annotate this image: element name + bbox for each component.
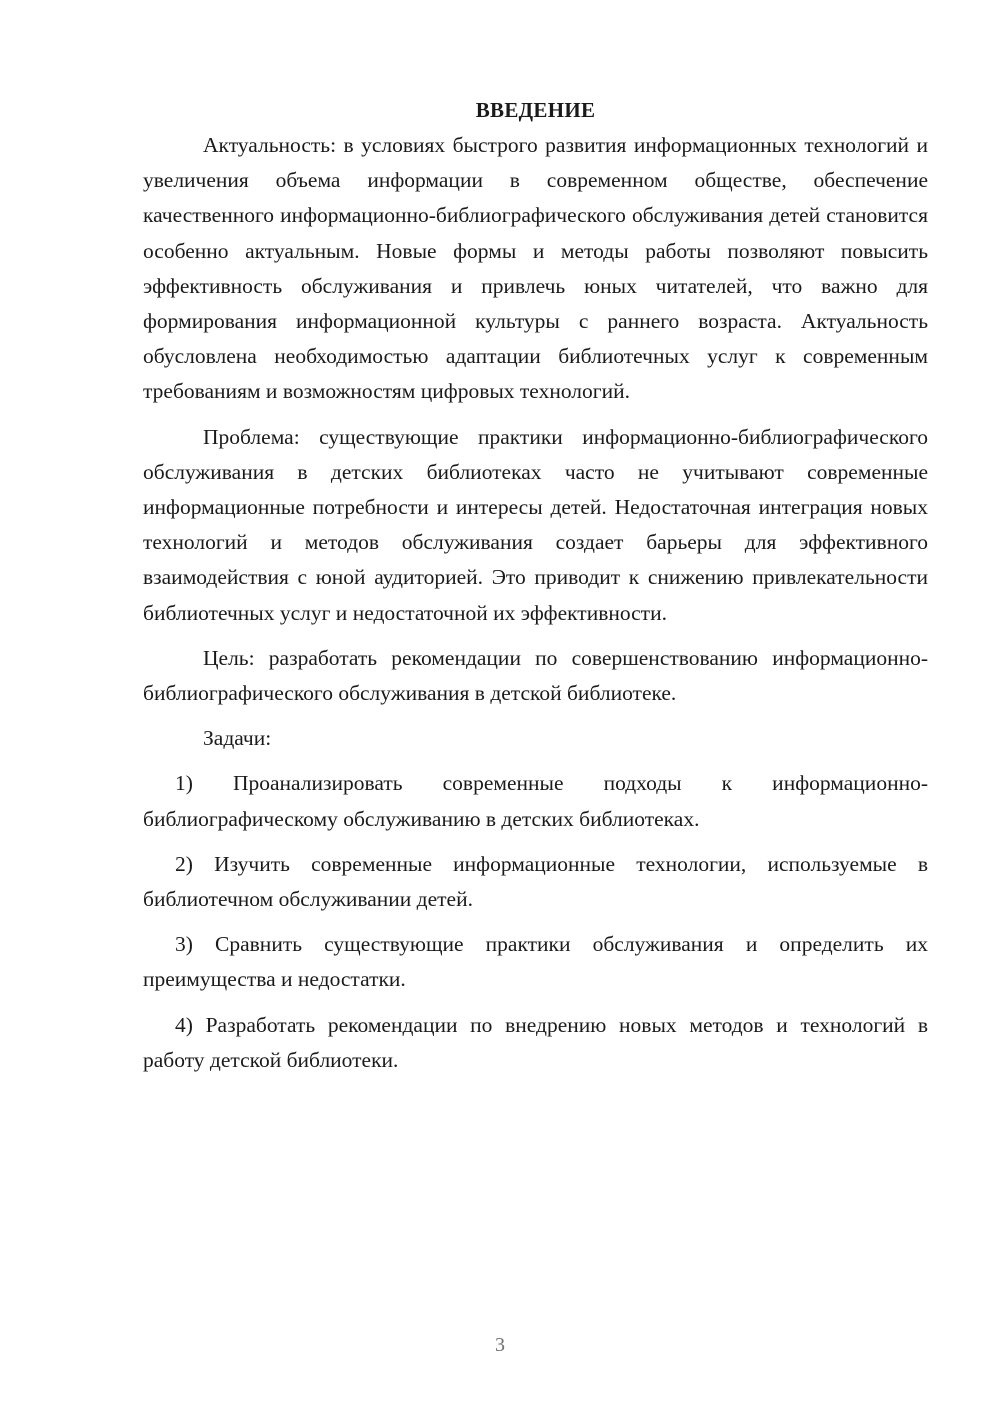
paragraph-goal: Цель: разработать рекомендации по совершенствованию информационно-библиографического обслуживания в детской библиотеке. [143, 645, 928, 706]
task-item-3: 3) Сравнить существующие практики обслуживания и определить их преимущества и недостатки. [143, 932, 928, 992]
task-item-1: 1) Проанализировать современные подходы к информационно-библиографическому обслуживанию в детских библиотеках. [143, 771, 928, 831]
paragraph-tasks-heading: Задачи: [203, 726, 272, 751]
page-number: 3 [495, 1334, 505, 1356]
paragraph-problem: Проблема: существующие практики информационно-библиографического обслуживания в детских библиотеках часто не учитывают современные информационные потребности и интересы детей. Недостаточная интеграция новых технологий и методов обслуживания создает барьеры для эффективного взаимодействия с юной аудиторией. Это приводит к снижению привлекательности библиотечных услуг и недостаточной их эффективности. [143, 424, 928, 625]
page-title: ВВЕДЕНИЕ [475, 98, 596, 122]
document-page [143, 95, 928, 1088]
task-item-4: 4) Разработать рекомендации по внедрению новых методов и технологий в работу детской библиотеки. [143, 1012, 928, 1072]
task-item-2: 2) Изучить современные информационные технологии, используемые в библиотечном обслуживании детей. [143, 851, 928, 912]
paragraph-relevance: Актуальность: в условиях быстрого развития информационных технологий и увеличения объема информации в современном обществе, обеспечение качественного информационно-библиографического обслуживания детей становится особенно актуальным. Новые формы и методы работы позволяют повысить эффективность обслуживания и привлечь юных читателей, что важно для формирования информационной культуры с раннего возраста. Актуальность обусловлена необходимостью адаптации библиотечных услуг к современным требованиям и возможностям цифровых технологий. [143, 133, 928, 404]
